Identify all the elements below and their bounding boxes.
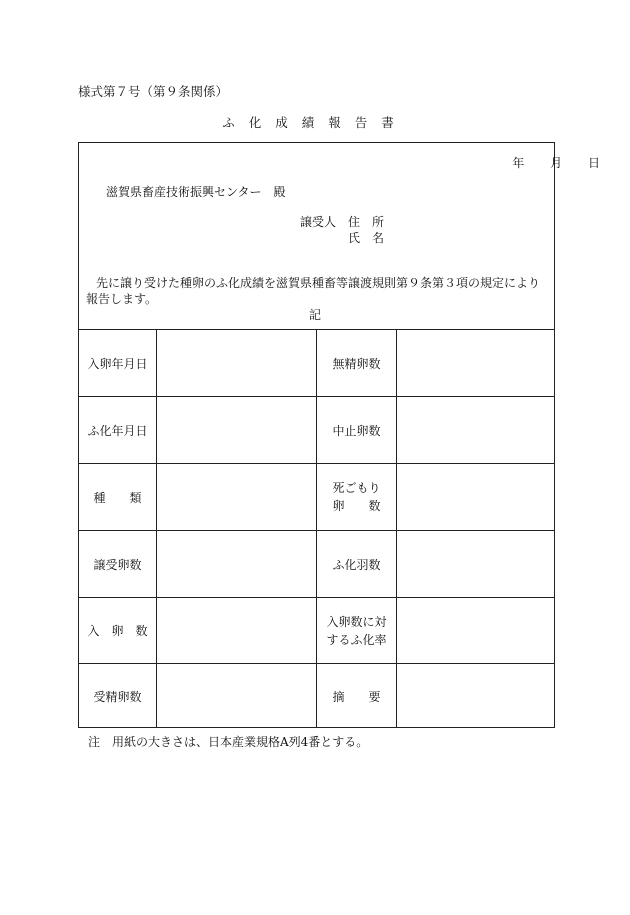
form-number: 様式第７号（第９条関係） xyxy=(78,84,229,99)
label-dead-in-shell-eggs xyxy=(317,464,396,530)
applicant-address-label: 譲受人 住 所 xyxy=(300,215,385,229)
label-hatched-chicks: ふ化羽数 xyxy=(332,557,381,572)
addressee: 滋賀県畜産技術振興センター 殿 xyxy=(106,185,286,199)
label-hatch-rate xyxy=(317,598,396,663)
column-divider xyxy=(156,329,157,728)
label-breed: 種 類 xyxy=(93,490,142,505)
label-remarks: 摘 要 xyxy=(332,689,381,704)
date-line xyxy=(490,154,600,171)
applicant-block xyxy=(300,214,384,246)
date-day-label: 日 xyxy=(587,156,600,170)
footnote: 注 用紙の大きさは、日本産業規格A列4番とする。 xyxy=(88,735,369,749)
body-line-2: 報告します。 xyxy=(86,292,158,306)
body-line-1: 先に譲り受けた種卵のふ化成績を滋賀県種畜等譲渡規則第９条第３項の規定により xyxy=(96,276,541,290)
label-hatch-rate-line2: するふ化率 xyxy=(326,632,387,647)
ki-marker: 記 xyxy=(308,308,321,322)
label-received-eggs: 譲受卵数 xyxy=(93,557,142,572)
label-discontinued-eggs: 中止卵数 xyxy=(332,423,381,438)
date-month-label: 月 xyxy=(550,156,563,170)
date-year-label: 年 xyxy=(512,156,525,170)
label-eggs-set: 入 卵 数 xyxy=(87,624,148,638)
label-dead-in-shell-line1: 死ごもり xyxy=(332,481,381,495)
document-title: ふ化成績報告書 xyxy=(222,115,408,130)
label-egg-set-date: 入卵年月日 xyxy=(87,356,148,371)
label-infertile-eggs: 無精卵数 xyxy=(332,356,381,371)
label-fertile-eggs: 受精卵数 xyxy=(93,689,142,704)
label-dead-in-shell-line2: 卵 数 xyxy=(332,499,381,513)
label-hatch-date: ふ化年月日 xyxy=(87,423,148,438)
label-hatch-rate-line1: 入卵数に対 xyxy=(326,614,387,629)
report-body-text xyxy=(86,275,552,307)
column-divider xyxy=(396,329,397,728)
applicant-name-label: 氏 名 xyxy=(348,231,385,245)
